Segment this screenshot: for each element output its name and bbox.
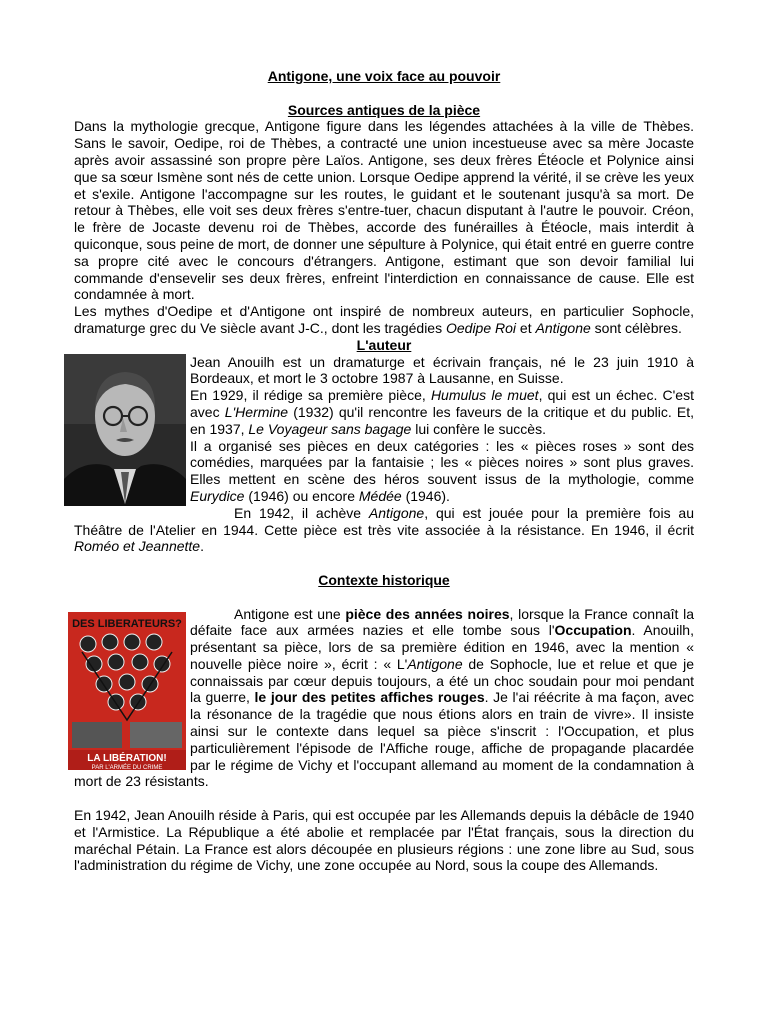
section-heading-contexte: Contexte historique — [318, 571, 450, 588]
paragraph-occupation-1942: En 1942, Jean Anouilh réside à Paris, qui est occupée par les Allemands depuis la débâcle de 1940 et l'Armistice. La République a été abolie et remplacée par l'État français, sous la direction du maréchal Pétain. La France est alors découpée en plusieurs régions : une zone libre au Sud, sous l'administration du régime de Vichy, une zone occupée au Nord, sous la coupe des Allemands. — [74, 807, 694, 874]
poster-bottom-text: LA LIBÉRATION! — [87, 752, 167, 764]
paragraph-sophocle: Les mythes d'Oedipe et d'Antigone ont inspiré de nombreux auteurs, en particulier Sophocle, dramaturge grec du Ve siècle avant J-C., dont les tragédies Oedipe Roi et Antigone sont célèbres. — [74, 303, 694, 336]
section-heading-auteur: L'auteur — [356, 336, 412, 353]
paragraph-author-categories: Il a organisé ses pièces en deux catégories : les « pièces roses » sont des comédies, marquées par la fantaisie ; les « pièces noires » sont plus graves. Elles mettent en scène des héros souvent issus de la mythologie, comme Eurydice (1946) ou encore Médée (1946). — [190, 437, 694, 504]
author-portrait-image — [64, 354, 186, 506]
paragraph-annees-noires: Antigone est une pièce des années noires, lorsque la France connaît la défaite face aux armées nazies et elle tombe sous l'Occupation. Anouilh, présentant sa pièce, lors de sa première édition en 1946, avec la mention « nouvelle pièce noire », écrit : « L'Antigone de Sophocle, lue et relue et que je connaissais par cœur depuis toujours, a été un choc soudain pour moi pendant la guerre, le jour des petites affiches rouges. Je l'ai réécrite à ma façon, avec la résonance de la tragédie que nous étions alors en train de vivre». Il insiste ainsi sur le contexte dans lequel sa pièce s'inscrit : l'Occupation, et plus particulièrement l'épisode de l'Affiche rouge, affiche de propagande placardée par le régime de Vichy et l'occupant allemand au moment de la condamnation à mort de 23 résistants. — [74, 605, 694, 790]
section-heading-sources: Sources antiques de la pièce — [287, 101, 481, 118]
paragraph-author-birth: Jean Anouilh est un dramaturge et écrivain français, né le 23 juin 1910 à Bordeaux, et mort le 3 octobre 1987 à Lausanne, en Suisse. — [190, 353, 694, 387]
poster-sub-text: PAR L'ARMÉE DU CRIME — [91, 764, 163, 770]
paragraph-author-antigone: En 1942, il achève Antigone, qui est jouée pour la première fois au Théâtre de l'Atelier en 1944. Cette pièce est très vite associée à la résistance. En 1946, il écrit Roméo et Jeannette. — [74, 504, 694, 555]
poster-top-text: DES LIBERATEURS? — [72, 617, 182, 630]
paragraph-author-first-plays: En 1929, il rédige sa première pièce, Humulus le muet, qui est un échec. C'est avec L'Hermine (1932) qu'il rencontre les faveurs de la critique et du public. Et, en 1937, Le Voyageur sans bagage lui confère le succès. — [190, 387, 695, 437]
paragraph-mythology: Dans la mythologie grecque, Antigone figure dans les légendes attachées à la ville de Thèbes. Sans le savoir, Oedipe, roi de Thèbes, a contracté une union incestueuse avec sa mère Jocaste après avoir assassiné son propre père Laïos. Antigone, ses deux frères Étéocle et Polynice ainsi que sa sœur Ismène sont nés de cette union. Lorsque Oedipe apprend la vérité, il se crève les yeux et s'exile. Antigone l'accompagne sur les routes, le guidant et le soutenant jusqu'à sa mort. De retour à Thèbes, elle voit ses deux frères s'entre-tuer, chacun disputant à l'autre le pouvoir. Créon, le frère de Jocaste devenu roi de Thèbes, accorde des funérailles à Étéocle, mais interdit à quiconque, sous peine de mort, de donner une sépulture à Polynice, qui était entré en guerre contre sa propre cité avec le concours d'étrangers. Antigone, estimant que son devoir familial lui commande d'ensevelir ses deux frères, enfreint l'interdiction en connaissance de cause. Elle est condamnée à mort. — [74, 118, 694, 303]
document-page — [74, 68, 694, 874]
affiche-rouge-poster-image — [68, 612, 186, 770]
document-title: Antigone, une voix face au pouvoir — [267, 68, 501, 84]
